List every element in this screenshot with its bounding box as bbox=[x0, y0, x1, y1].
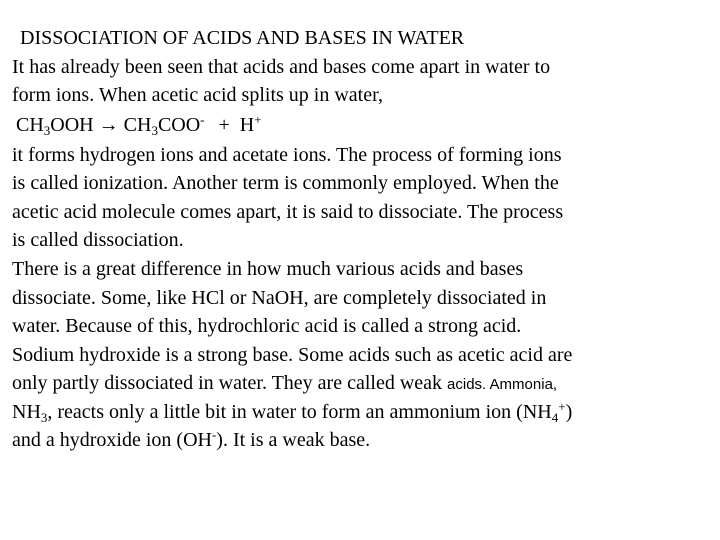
formula-subscript: 4 bbox=[551, 410, 559, 425]
text-line: is called ionization. Another term is commonly employed. When the bbox=[12, 172, 559, 194]
text-segment: ) bbox=[565, 401, 573, 423]
text-line: it forms hydrogen ions and acetate ions. The process of forming ions bbox=[12, 144, 562, 166]
text-segment-sans: acids. Ammonia, bbox=[447, 376, 558, 393]
formula-part: COO bbox=[157, 114, 201, 136]
text-line: acetic acid molecule comes apart, it is said to dissociate. The process bbox=[12, 201, 564, 223]
text-line: There is a great difference in how much various acids and bases bbox=[12, 258, 524, 280]
charge-superscript: - bbox=[211, 427, 217, 442]
formula-subscript: 3 bbox=[151, 123, 158, 138]
formula-part: OOH bbox=[50, 114, 94, 136]
formula-subscript: 3 bbox=[40, 410, 48, 425]
text-segment: only partly dissociated in water. They are called weak bbox=[12, 372, 448, 394]
formula-part: NH bbox=[12, 401, 41, 423]
formula-part: H bbox=[239, 114, 255, 136]
chemical-equation bbox=[16, 112, 262, 139]
text-line bbox=[12, 399, 572, 426]
text-segment: , reacts only a little bit in water to form an ammonium ion (NH bbox=[47, 401, 552, 423]
slide-title: DISSOCIATION OF ACIDS AND BASES IN WATER bbox=[20, 27, 465, 49]
charge-superscript: + bbox=[558, 399, 566, 414]
text-line: It has already been seen that acids and bases come apart in water to bbox=[12, 56, 551, 78]
text-segment: and a hydroxide ion (OH bbox=[12, 429, 212, 451]
text-line bbox=[12, 427, 370, 454]
plus-sign: + bbox=[218, 114, 230, 136]
formula-part: CH bbox=[16, 114, 44, 136]
text-line: water. Because of this, hydrochloric acid is called a strong acid. bbox=[12, 315, 522, 337]
reaction-arrow: → bbox=[98, 114, 119, 136]
text-segment: ). It is a weak base. bbox=[216, 429, 371, 451]
charge-superscript: - bbox=[200, 112, 205, 127]
formula-part: CH bbox=[123, 114, 152, 136]
text-line: Sodium hydroxide is a strong base. Some acids such as acetic acid are bbox=[12, 344, 573, 366]
charge-superscript: + bbox=[254, 112, 262, 127]
formula-subscript: 3 bbox=[43, 123, 51, 138]
text-line: dissociate. Some, like HCl or NaOH, are completely dissociated in bbox=[12, 287, 547, 309]
text-line: is called dissociation. bbox=[12, 229, 184, 251]
text-line bbox=[12, 370, 557, 398]
text-line: form ions. When acetic acid splits up in water, bbox=[12, 84, 383, 106]
